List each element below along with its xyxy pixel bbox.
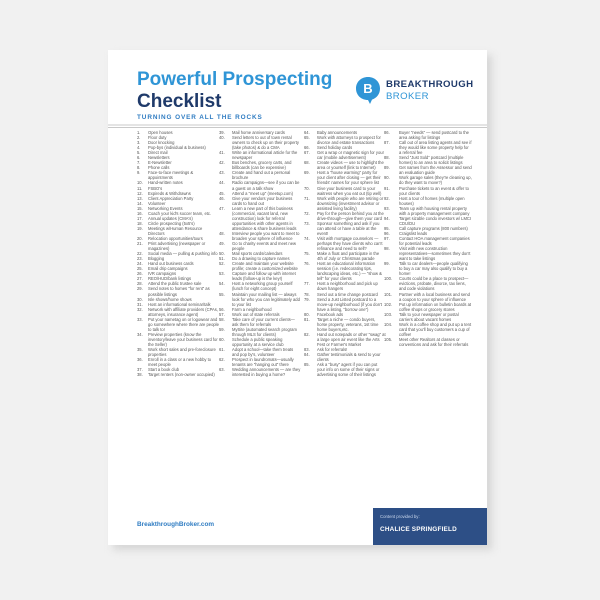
checklist-item <box>219 271 301 281</box>
item-text: Capture and follow up with internet leads (follow-up is the key!) <box>232 271 296 282</box>
item-text: Enroll in a class or a new hobby to meet people <box>148 357 212 368</box>
item-number: 9. <box>137 170 141 176</box>
item-text: Target sizable condo investors w/ LMCI CDU/DU <box>399 215 472 226</box>
checklist-item <box>219 135 301 150</box>
item-number: 101. <box>384 291 393 297</box>
checklist-item <box>219 337 301 347</box>
item-text: Networking Events <box>148 205 183 211</box>
item-number: 24. <box>137 261 143 267</box>
item-text: Prospect in laundromats—usually tenants are “hanging out” there <box>232 357 294 368</box>
item-number: 41. <box>219 150 225 156</box>
item-number: 78. <box>304 291 310 297</box>
item-number: 55. <box>219 291 225 297</box>
checklist-item <box>137 170 219 180</box>
item-text: Sponsor something and ask if you can attend or have a table at the event! <box>317 220 380 236</box>
item-text: Direct mail <box>148 150 168 156</box>
item-text: Pop-bys (individual & business) <box>148 145 206 151</box>
checklist-item <box>219 196 301 206</box>
item-text: Expireds & Withdrawns <box>148 190 191 196</box>
item-number: 74. <box>304 235 310 241</box>
item-number: 62. <box>219 357 225 363</box>
checklist-item <box>304 150 386 160</box>
checklist-item <box>384 292 472 302</box>
checklist-item <box>137 372 219 377</box>
checklist-column-1 <box>137 130 219 377</box>
item-number: 31. <box>137 301 143 307</box>
item-text: Floor duty <box>148 135 167 141</box>
item-text: Isle shows/home shows <box>148 296 192 302</box>
item-number: 72. <box>304 210 310 216</box>
checklist-item <box>304 135 386 145</box>
item-text: Wedding announcements — are they interested in buying a home? <box>232 367 301 378</box>
item-text: Buyer “needs” — send postcard to the area asking for listings <box>399 130 469 141</box>
checklist-item <box>304 317 386 332</box>
item-number: 2. <box>137 135 141 141</box>
item-text: Learn a new part of this business (commercial, vacant land, new construction) look for referral opportunities with other agents in attendance & share business leads <box>232 205 297 231</box>
item-text: Send letters to out of town rental owners to check up on their property (take photos) & do a CMA <box>232 135 299 151</box>
item-number: 65. <box>304 135 310 141</box>
item-text: Phone calls <box>148 165 170 171</box>
item-text: Give your vendors your business cards to hand out <box>232 195 293 206</box>
item-text: Hand out notepads or other “swag” at a large open air event like the Arts Fest or Farmer's Market <box>317 331 386 347</box>
item-number: 56. <box>219 306 225 312</box>
item-text: Put your nametag on or logowear and go somewhere where there are people to talk to! <box>148 316 219 332</box>
item-text: Visit with new construction representatives—sometimes they don't want to take listings <box>399 246 471 262</box>
checklist-item <box>304 160 386 170</box>
item-number: 42. <box>219 160 225 166</box>
item-text: Work with people who are retiring or downsizing (investment advisor or assisted living facility) <box>317 195 384 211</box>
item-text: Create and hand out a personal brochure <box>232 170 291 181</box>
item-text: Attend the public trustee sale <box>148 281 202 287</box>
item-number: 76. <box>304 261 310 267</box>
item-number: 11. <box>137 185 143 191</box>
item-text: Host a neighborhood and pick up down hangers <box>317 281 378 292</box>
item-text: Client Appreciation Party <box>148 195 194 201</box>
checklist-item <box>384 302 472 312</box>
item-text: Host an educational information session (i.e. redecorating tips, landscaping ideas, etc.) — “show & tell” for your clients <box>317 261 382 282</box>
item-number: 51. <box>219 256 225 262</box>
item-number: 105. <box>384 336 393 342</box>
item-number: 14. <box>137 200 143 206</box>
item-text: Baby announcements <box>317 130 358 135</box>
item-number: 57. <box>219 311 225 317</box>
item-number: 23. <box>137 256 143 262</box>
item-number: 82. <box>304 331 310 337</box>
item-text: Create and maintain your website profile; create a customized website <box>232 261 298 272</box>
checklist-item <box>219 261 301 271</box>
checklist-column-4 <box>384 130 472 347</box>
item-text: Email drip campaigns <box>148 266 188 272</box>
item-text: Mail sports cards/calendars <box>232 251 283 257</box>
item-number: 68. <box>304 160 310 166</box>
item-number: 90. <box>384 175 390 181</box>
item-number: 34. <box>137 331 143 337</box>
item-text: Meet other Realtors at classes or conventions and ask for their referrals <box>399 336 469 347</box>
item-number: 22. <box>137 251 143 257</box>
item-number: 97. <box>384 235 390 241</box>
item-number: 85. <box>304 362 310 368</box>
item-text: Hand out business cards <box>148 261 194 267</box>
item-number: 36. <box>137 357 143 363</box>
item-text: Maintain your mailing list — always look for who you can legitimately add to your list <box>232 291 300 307</box>
item-text: IVR campaigns <box>148 271 177 277</box>
title-line-1: Powerful Prospecting <box>137 69 333 90</box>
item-text: Print advertising (newspaper or magazines) <box>148 241 206 252</box>
checklist-item <box>304 236 386 251</box>
item-number: 86. <box>384 130 390 135</box>
item-number: 54. <box>219 281 225 287</box>
item-number: 79. <box>304 296 310 302</box>
item-text: Attend a “meet up” (meetup.com) <box>232 190 293 196</box>
item-text: Courts could be a place to prospect— evictions, probate, divorce, tax liens, and code violations <box>399 276 469 292</box>
checklist-item <box>137 347 219 357</box>
item-number: 75. <box>304 251 310 257</box>
checklist-item <box>219 170 301 180</box>
item-text: Start a book club <box>148 367 180 373</box>
item-text: Meetings w/Human Resource Directors <box>148 225 203 236</box>
item-text: Open houses <box>148 130 173 135</box>
item-number: 18. <box>137 220 143 226</box>
item-text: Talk to your newspaper or postal carriers about vacant homes <box>399 311 459 322</box>
checklist-item <box>219 241 301 251</box>
item-number: 96. <box>384 230 390 236</box>
checklist-column-3 <box>304 130 386 377</box>
item-number: 70. <box>304 185 310 191</box>
item-number: 21. <box>137 241 143 247</box>
item-number: 53. <box>219 271 225 277</box>
checklist-item <box>304 186 386 196</box>
item-text: Send notes to homes “for rent” as possible listings <box>148 286 210 297</box>
checklist-item <box>304 281 386 291</box>
item-number: 33. <box>137 316 143 322</box>
item-text: Give your business card to your waitress when you eat out (tip well) <box>317 185 382 196</box>
checklist-item <box>137 357 219 367</box>
checklist-item <box>384 322 472 337</box>
item-text: Schedule a public speaking opportunity at a service club <box>232 336 284 347</box>
checklist-item <box>304 297 386 312</box>
item-text: Partner with a local business and send a coupon to your sphere of influence <box>399 291 470 302</box>
logo-letter: B <box>363 81 373 96</box>
checklist-item <box>304 196 386 211</box>
checklist-item <box>384 261 472 276</box>
item-number: 103. <box>384 311 393 317</box>
title-line-2: Checklist <box>137 91 222 112</box>
item-number: 27. <box>137 276 143 282</box>
item-text: Farm a neighborhood <box>232 306 272 312</box>
item-text: Relocation opportunities/tours <box>148 235 203 241</box>
checklist-item <box>384 130 472 140</box>
item-text: Do a drawing to capture names <box>232 256 290 262</box>
item-number: 16. <box>137 210 143 216</box>
item-number: 8. <box>137 165 141 171</box>
breakthrough-broker-logo-icon <box>355 76 381 105</box>
item-number: 99. <box>384 261 390 267</box>
item-number: 61. <box>219 347 225 353</box>
item-number: 95. <box>384 225 390 231</box>
item-number: 49. <box>219 241 225 247</box>
item-number: 52. <box>219 261 225 267</box>
item-number: 47. <box>219 205 225 211</box>
item-text: Get a wrap or magnetic sign for your car (mobile advertisement) <box>317 150 384 161</box>
checklist-item <box>304 221 386 236</box>
item-number: 40. <box>219 135 225 141</box>
item-number: 3. <box>137 140 141 146</box>
item-number: 39. <box>219 130 225 135</box>
checklist-item <box>384 276 472 291</box>
item-text: Purchase tickets to an event & offer to your clients <box>399 185 469 196</box>
item-number: 60. <box>219 336 225 342</box>
item-number: 45. <box>219 190 225 196</box>
subtitle: TURNING OVER ALL THE ROCKS <box>137 114 263 121</box>
item-text: FSBO's <box>148 185 163 191</box>
item-number: 25. <box>137 266 143 272</box>
item-text: Call out of area listing agents and see if they would like some property help for a referral fee <box>399 140 472 156</box>
checklist-item <box>137 241 219 251</box>
checklist-item <box>384 175 472 185</box>
checklist-item <box>219 367 301 377</box>
item-text: Work short sales and pre-foreclosure properties <box>148 347 216 358</box>
checklist-item <box>304 170 386 185</box>
item-text: Team up with housing rental property with a property management company <box>399 205 470 216</box>
item-text: Circle prospecting (5x5's) <box>148 220 195 226</box>
item-number: 100. <box>384 276 393 282</box>
item-text: Host an informational seminar/talk <box>148 301 211 307</box>
item-number: 26. <box>137 271 143 277</box>
item-text: Hand-written notes <box>148 180 183 186</box>
item-text: Work with attorneys to prospect for divorce and estate transactions <box>317 135 381 146</box>
item-number: 59. <box>219 326 225 332</box>
item-number: 91. <box>384 185 390 191</box>
item-number: 50. <box>219 251 225 257</box>
item-text: Target renters (non-owner occupied) <box>148 372 215 378</box>
item-text: Call capture programs (800 numbers) <box>399 225 468 231</box>
item-number: 38. <box>137 372 143 378</box>
item-text: Door knocking <box>148 140 175 146</box>
item-text: E-Newsletter <box>148 160 172 166</box>
checklist-item <box>137 332 219 347</box>
checklist-item <box>384 155 472 165</box>
item-number: 58. <box>219 316 225 322</box>
item-number: 48. <box>219 230 225 236</box>
provided-by-label: Content provided by: <box>380 514 420 519</box>
item-text: REO/HUD/bank listings <box>148 276 192 282</box>
item-text: Work out of state referrals <box>232 311 280 317</box>
item-number: 35. <box>137 347 143 353</box>
item-number: 13. <box>137 195 143 201</box>
checklist-item <box>304 352 386 362</box>
item-number: 73. <box>304 220 310 226</box>
item-number: 104. <box>384 321 393 327</box>
item-number: 81. <box>304 316 310 322</box>
item-text: Put up information on bulletin boards at coffee shops or grocery stores <box>399 301 472 312</box>
item-text: Make a float and participate in the 4th of July or Christmas parade <box>317 251 380 262</box>
checklist-item <box>219 160 301 170</box>
item-text: Work garage sales (they're cleaning up, do they want to move?) <box>399 175 472 186</box>
checklist-item <box>384 337 472 347</box>
checklist-item <box>384 312 472 322</box>
item-text: Craigslist leads <box>399 230 428 236</box>
checklist-item <box>137 226 219 236</box>
item-number: 98. <box>384 246 390 252</box>
checklist-item <box>219 317 301 327</box>
item-number: 19. <box>137 225 143 231</box>
item-text: Mail home anniversary cards <box>232 130 285 135</box>
checklist-item <box>137 317 219 332</box>
item-number: 44. <box>219 180 225 186</box>
item-text: Send holiday cards <box>317 145 353 151</box>
item-text: Preview properties (know the inventory/leave your business card for the Seller) <box>148 331 218 347</box>
header-rule-lines <box>108 124 487 129</box>
item-number: 80. <box>304 311 310 317</box>
checklist-item <box>137 307 219 317</box>
checklist-page <box>108 50 487 545</box>
checklist-item <box>304 251 386 261</box>
item-number: 64. <box>304 130 310 135</box>
logo-text-broker: BROKER <box>386 91 429 102</box>
item-text: Interview people you want to meet to broaden your sphere of influence <box>232 230 300 241</box>
item-number: 15. <box>137 205 143 211</box>
item-text: Host a tour of homes (multiple open houses) <box>399 195 465 206</box>
item-text: MySite (automated search program through MLS for clients) <box>232 326 297 337</box>
item-number: 10. <box>137 180 143 186</box>
item-text: Gather testimonials & send to your clients <box>317 352 381 363</box>
item-number: 88. <box>384 155 390 161</box>
checklist-item <box>219 281 301 291</box>
item-text: Social media — pulling & pushing info <box>148 251 218 257</box>
item-text: Work in a coffee shop and put up a tent card that you'll buy customers a cup of coffee! <box>399 321 472 337</box>
checklist-item <box>384 206 472 216</box>
item-number: 5. <box>137 150 141 156</box>
item-text: Talk to car dealers—people qualifying to buy a car may also qualify to buy a home! <box>399 261 468 277</box>
item-text: Face-to-face meetings & appointments <box>148 170 194 181</box>
item-number: 12. <box>137 190 143 196</box>
provider-name: CHALICE SPRINGFIELD <box>380 526 457 533</box>
checklist-item <box>384 196 472 206</box>
item-number: 6. <box>137 155 141 161</box>
checklist-item <box>219 150 301 160</box>
item-number: 28. <box>137 281 143 287</box>
checklist-item <box>219 292 301 307</box>
checklist-item <box>219 327 301 337</box>
checklist-item <box>304 362 386 377</box>
item-number: 66. <box>304 145 310 151</box>
item-text: Write an informational article for the newspaper <box>232 150 298 161</box>
item-number: 4. <box>137 145 141 151</box>
item-text: Facebook ads <box>317 311 344 317</box>
item-number: 7. <box>137 160 141 166</box>
item-text: Get names from the Assessor and send an evaluation guide <box>399 165 472 176</box>
item-number: 20. <box>137 235 143 241</box>
item-text: Blogging <box>148 256 165 262</box>
item-number: 69. <box>304 170 310 176</box>
item-number: 46. <box>219 195 225 201</box>
item-text: Send a Just Listed postcard to a move-up neighborhood (if you don't have a listing, “borrow one”) <box>317 296 383 312</box>
item-text: Send out a time change postcard <box>317 291 378 297</box>
checklist-item <box>304 211 386 221</box>
checklist-column-2 <box>219 130 301 377</box>
item-text: Visit with mortgage counselors — perhaps they have clients who can't refinance and need to sell? <box>317 235 383 252</box>
item-text: Go to charity events and meet new people <box>232 241 296 252</box>
checklist-item <box>219 347 301 357</box>
item-number: 30. <box>137 296 143 302</box>
item-text: Contact HOA management companies for potential leads <box>399 235 470 247</box>
item-text: Network with affiliate providers (CPAs, attorneys, insurance agent) <box>148 306 219 317</box>
item-text: Radio campaigns—see if you can be a guest on a talk show <box>232 180 300 191</box>
item-text: Adopt a school—take them treats and pop by's, volunteer <box>232 347 294 358</box>
checklist-item <box>384 165 472 175</box>
item-text: Create videos — use to highlight the area or yourself (link to Internet) <box>317 160 384 171</box>
item-number: 94. <box>384 215 390 221</box>
item-text: Volunteer <box>148 200 166 206</box>
item-number: 32. <box>137 306 143 312</box>
checklist-item <box>219 231 301 241</box>
item-number: 63. <box>219 367 225 373</box>
item-number: 92. <box>384 195 390 201</box>
item-text: Ask a “busy” agent if you can put your info on some of their signs or advertising some of their listings <box>317 362 380 378</box>
item-number: 93. <box>384 205 390 211</box>
item-number: 89. <box>384 165 390 171</box>
checklist-item <box>304 261 386 281</box>
item-text: Ask for referrals! <box>317 347 348 353</box>
checklist-item <box>219 180 301 190</box>
item-number: 29. <box>137 286 143 292</box>
checklist-item <box>384 186 472 196</box>
checklist-item <box>137 286 219 296</box>
content-provider-box <box>373 508 487 545</box>
item-text: Coach your kid's soccer team, etc. <box>148 210 212 216</box>
item-text: Host a “house warming” party for your client after closing — get their friends' names for your sphere list <box>317 170 381 186</box>
item-number: 37. <box>137 367 143 373</box>
item-number: 1. <box>137 130 141 135</box>
item-number: 77. <box>304 281 310 287</box>
item-text: Newsletters <box>148 155 170 161</box>
item-number: 17. <box>137 215 143 221</box>
item-number: 71. <box>304 195 310 201</box>
checklist-item <box>384 246 472 261</box>
item-text: Take care of your current clients—ask them for referrals <box>232 316 295 327</box>
item-text: Annual updates (CMA's) <box>148 215 193 221</box>
item-number: 83. <box>304 347 310 353</box>
item-number: 43. <box>219 170 225 176</box>
item-text: Bus benches, grocery carts, and billboards (can be expensive) <box>232 160 292 171</box>
item-text: Pay for the person behind you at the drive-through—give them your card <box>317 210 384 221</box>
item-text: Target a niche — condo buyers, horse property, veterans, 1st time home buyers,etc. <box>317 316 379 332</box>
item-text: Send “Just Sold” postcard (multiple homes) to an area to solicit listings <box>399 155 464 166</box>
checklist-item <box>384 140 472 155</box>
logo-text-breakthrough: BREAKTHROUGH <box>386 79 474 90</box>
checklist-item <box>219 357 301 367</box>
item-number: 67. <box>304 150 310 156</box>
checklist-item <box>219 206 301 231</box>
website-link[interactable]: BreakthroughBroker.com <box>137 521 215 528</box>
item-number: 84. <box>304 352 310 358</box>
checklist-item <box>304 332 386 347</box>
item-number: 87. <box>384 140 390 146</box>
checklist-item <box>384 216 472 226</box>
item-number: 102. <box>384 301 393 307</box>
item-text: Host a networking group yourself (lunch for eight concept) <box>232 281 293 292</box>
checklist-item <box>384 236 472 246</box>
